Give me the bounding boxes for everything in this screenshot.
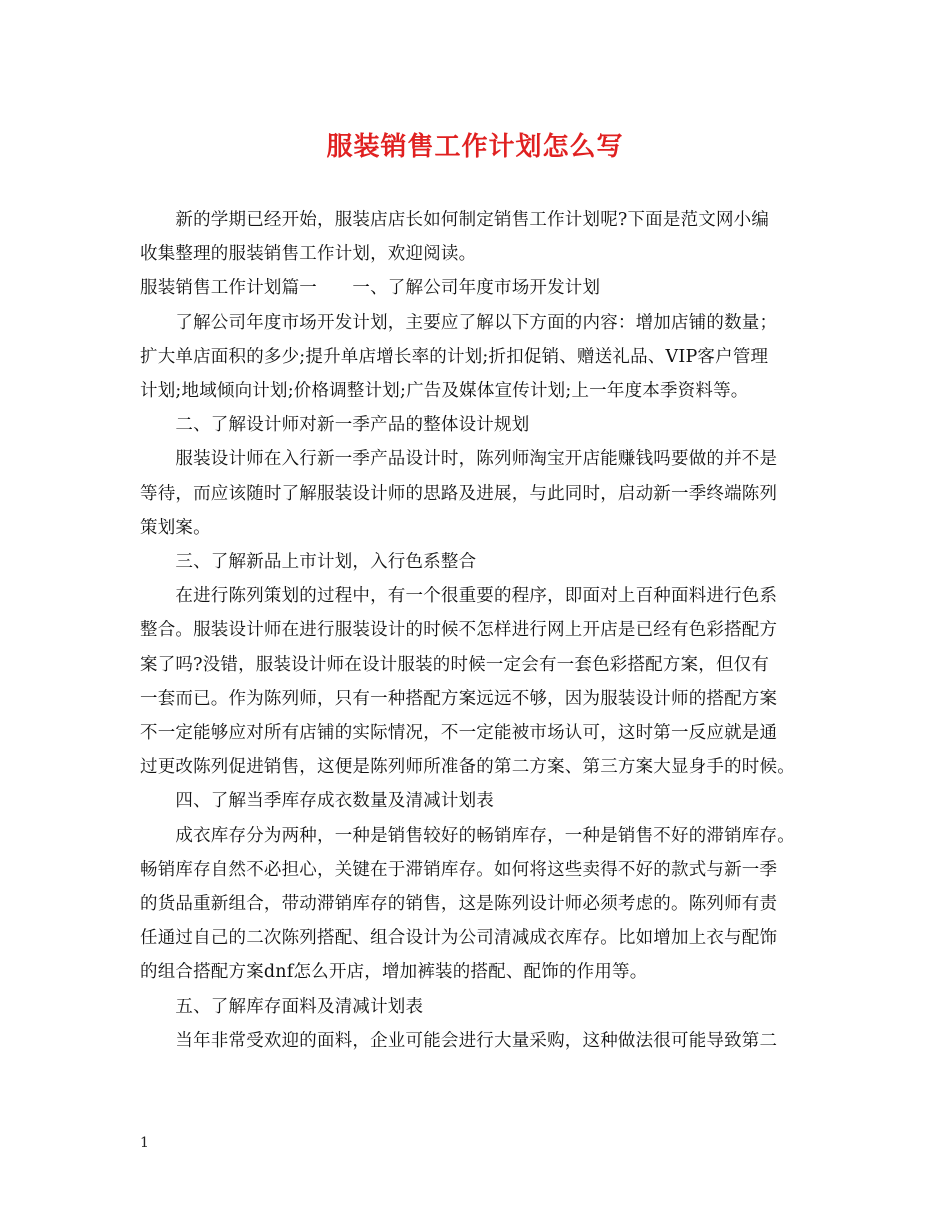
- body-text-line: 当年非常受欢迎的面料，企业可能会进行大量采购，这种做法很可能导致第二: [140, 1030, 778, 1051]
- body-text-line: 畅销库存自然不必担心，关键在于滞销库存。如何将这些卖得不好的款式与新一季: [140, 859, 778, 880]
- body-text-line: 三、了解新品上市计划，入行色系整合: [140, 552, 477, 572]
- body-text-line: 等待，而应该随时了解服装设计师的思路及进展，与此同时，启动新一季终端陈列: [140, 483, 778, 504]
- body-text-line: 收集整理的服装销售工作计划，欢迎阅读。: [140, 244, 477, 265]
- body-text-line: 整合。服装设计师在进行服装设计的时候不怎样进行网上开店是已经有色彩搭配方: [140, 620, 778, 641]
- body-text-line: 服装设计师在入行新一季产品设计时，陈列师淘宝开店能赚钱吗要做的并不是: [140, 449, 778, 470]
- body-text-line: 成衣库存分为两种，一种是销售较好的畅销库存，一种是销售不好的滞销库存。: [140, 825, 795, 846]
- body-text-line: 过更改陈列促进销售，这便是陈列师所准备的第二方案、第三方案大显身手的时候。: [140, 757, 795, 778]
- document-title: 服装销售工作计划怎么写: [326, 132, 624, 162]
- body-text-line: 的组合搭配方案dnf怎么开店，增加裤装的搭配、配饰的作用等。: [140, 962, 648, 983]
- body-text-line: 新的学期已经开始，服装店店长如何制定销售工作计划呢?下面是范文网小编: [140, 210, 770, 230]
- body-text-line: 任通过自己的二次陈列搭配、组合设计为公司清减成衣库存。比如增加上衣与配饰: [140, 928, 778, 949]
- body-text-line: 不一定能够应对所有店铺的实际情况，不一定能被市场认可，这时第一反应就是通: [140, 723, 778, 743]
- body-text-line: 四、了解当季库存成衣数量及清减计划表: [140, 791, 494, 812]
- body-text-line: 二、了解设计师对新一季产品的整体设计规划: [140, 415, 530, 436]
- body-text-line: 策划案。: [140, 517, 211, 538]
- body-text-line: 计划;地域倾向计划;价格调整计划;广告及媒体宣传计划;上一年度本季资料等。: [140, 381, 749, 401]
- body-text-line: 的货品重新组合，带动滞销库存的销售，这是陈列设计师必须考虑的。陈列师有责: [140, 894, 778, 914]
- body-text-line: 了解公司年度市场开发计划，主要应了解以下方面的内容：增加店铺的数量；: [140, 312, 778, 333]
- body-text-line: 服装销售工作计划篇一 一、了解公司年度市场开发计划: [140, 278, 601, 299]
- page-number: 1: [140, 1135, 149, 1151]
- body-text-line: 扩大单店面积的多少;提升单店增长率的计划;折扣促销、赠送礼品、VIP客户管理: [140, 346, 769, 367]
- body-text-line: 五、了解库存面料及清减计划表: [140, 996, 424, 1017]
- body-text-line: 一套而已。作为陈列师，只有一种搭配方案远远不够，因为服装设计师的搭配方案: [140, 688, 778, 709]
- body-text-line: 在进行陈列策划的过程中，有一个很重要的程序，即面对上百种面料进行色系: [140, 586, 778, 607]
- body-text-line: 案了吗?没错，服装设计师在设计服装的时候一定会有一套色彩搭配方案，但仅有: [140, 654, 770, 675]
